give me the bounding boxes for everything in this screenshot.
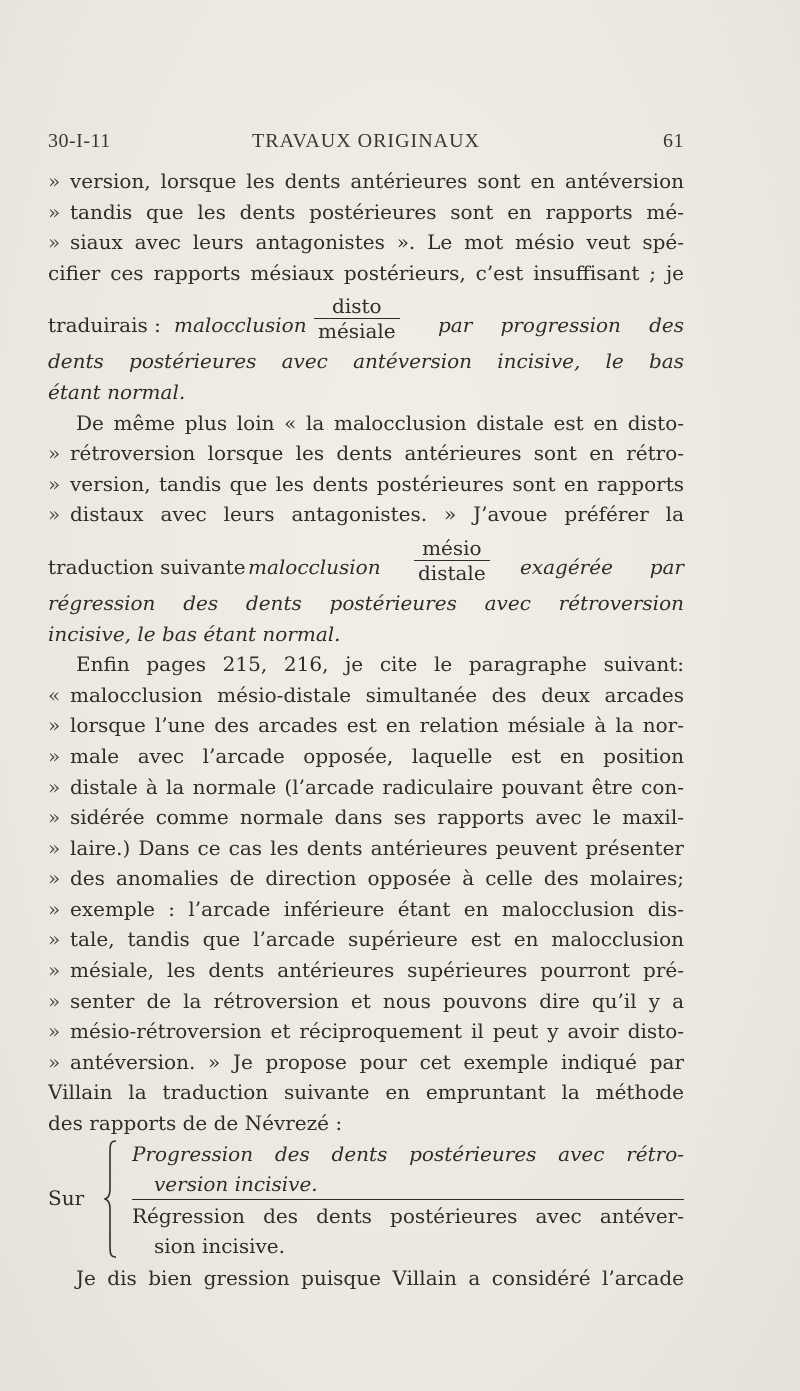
line-text: version incisive. <box>154 1172 318 1197</box>
line-text: mésio-rétroversion et réciproquement il peut y avoir disto- <box>70 1019 684 1044</box>
text-line <box>48 741 684 772</box>
text-line <box>48 346 684 377</box>
line-text: sion incisive. <box>154 1234 285 1259</box>
line-text: des anomalies de direction opposée à celle des molaires; <box>70 866 684 891</box>
text-line <box>132 1169 684 1200</box>
text-line <box>48 802 684 833</box>
text-line <box>132 1231 684 1262</box>
line-text: lorsque l’une des arcades est en relation mésiale à la nor- <box>70 713 684 738</box>
text-line <box>48 894 684 925</box>
fraction-line <box>48 530 684 588</box>
quote-mark: » <box>48 713 61 738</box>
fraction-mesio-distale <box>414 536 490 585</box>
line-text: cifier ces rapports mésiaux postérieurs, c’est insuffisant ; je <box>48 260 684 285</box>
italic-term: par progression des <box>438 313 684 338</box>
italic-term: malocclusion <box>248 554 381 579</box>
quote-mark: » <box>48 502 61 527</box>
text-line <box>48 1047 684 1078</box>
line-text: sidérée comme normale dans ses rapports avec le maxil- <box>70 805 684 830</box>
line-text: male avec l’arcade opposée, laquelle est en position <box>70 743 684 768</box>
text-line <box>48 1263 684 1294</box>
line-text: distaux avec leurs antagonistes. » J’avoue préférer la <box>70 502 684 527</box>
line-text: Villain la traduction suivante en empruntant la méthode <box>48 1080 684 1105</box>
brace-numerator <box>132 1139 684 1200</box>
line-text: antéversion. » Je propose pour cet exemple indiqué par <box>70 1049 684 1074</box>
text-line <box>48 955 684 986</box>
quote-mark: » <box>48 927 61 952</box>
quote-mark: » <box>48 805 61 830</box>
body-text <box>48 166 684 1293</box>
text-line <box>48 408 684 439</box>
line-text: laire.) Dans ce cas les dents antérieures peuvent présenter <box>70 835 684 860</box>
running-header <box>48 130 684 156</box>
text-line <box>48 710 684 741</box>
quote-mark: » <box>48 835 61 860</box>
quote-mark: » <box>48 896 61 921</box>
quote-mark: » <box>48 169 61 193</box>
line-text: distale à la normale (l’arcade radiculaire pouvant être con- <box>70 774 684 799</box>
text-line <box>48 1077 684 1108</box>
fraction-numerator: mésio <box>422 535 482 560</box>
text-line <box>48 1016 684 1047</box>
text-line <box>48 772 684 803</box>
text-line <box>48 924 684 955</box>
text-line <box>48 986 684 1017</box>
line-text: malocclusion mésio-distale simultanée des deux arcades <box>70 682 684 707</box>
quote-mark: » <box>48 1049 61 1074</box>
quote-mark: » <box>48 866 61 891</box>
quote-mark: « <box>48 682 61 707</box>
quote-mark: » <box>48 230 61 255</box>
quote-mark: » <box>48 441 61 466</box>
line-text: version, tandis que les dents postérieures sont en rapports <box>70 471 684 496</box>
fraction-denominator: distale <box>414 560 490 585</box>
text-line <box>48 499 684 530</box>
text-line <box>132 1139 684 1170</box>
quote-mark: » <box>48 774 61 799</box>
text-line <box>48 680 684 711</box>
brace-label: Sur <box>48 1185 85 1210</box>
line-text: Enfin pages 215, 216, je cite le paragraphe suivant: <box>76 652 684 677</box>
text-line <box>132 1201 684 1232</box>
left-brace-icon <box>104 1139 118 1259</box>
line-text: des rapports de de Névrezé : <box>48 1111 343 1136</box>
line-text: Progression des dents postérieures avec rétro- <box>132 1141 684 1166</box>
italic-term: exagérée par <box>520 554 684 579</box>
line-text: version, lorsque les dents antérieures sont en antéversion <box>70 169 684 193</box>
quote-mark: » <box>48 199 61 224</box>
line-text: mésiale, les dents antérieures supérieures pourront pré- <box>70 958 684 983</box>
text-line <box>48 166 684 197</box>
text-line <box>48 227 684 258</box>
text-line <box>48 619 684 650</box>
line-text: Régression des dents postérieures avec antéver- <box>132 1203 684 1228</box>
text-line <box>48 833 684 864</box>
line-text: exemple : l’arcade inférieure étant en malocclusion dis- <box>70 896 684 921</box>
line-text: traduirais : <box>48 313 161 338</box>
line-text: siaux avec leurs antagonistes ». Le mot mésio veut spé- <box>70 230 684 255</box>
fraction-line <box>48 288 684 346</box>
line-text: dents postérieures avec antéversion incisive, le bas <box>48 349 684 374</box>
text-line <box>48 197 684 228</box>
quote-mark: » <box>48 988 61 1013</box>
line-text: incisive, le bas étant normal. <box>48 621 341 646</box>
line-text: rétroversion lorsque les dents antérieures sont en rétro- <box>70 441 684 466</box>
fraction-denominator: mésiale <box>314 318 400 343</box>
fraction-numerator: disto <box>332 294 382 319</box>
brace-formula <box>48 1139 684 1263</box>
line-text: senter de la rétroversion et nous pouvons dire qu’il y a <box>70 988 684 1013</box>
line-text: De même plus loin « la malocclusion distale est en disto- <box>76 410 684 435</box>
quote-mark: » <box>48 1019 61 1044</box>
fraction-bar <box>132 1199 684 1200</box>
line-text: étant normal. <box>48 379 186 404</box>
header-title: TRAVAUX ORIGINAUX <box>252 130 480 152</box>
line-text: tale, tandis que l’arcade supérieure est en malocclusion <box>70 927 684 952</box>
text-line <box>48 438 684 469</box>
line-text: traduction suivante <box>48 554 246 579</box>
fraction-disto-mesiale <box>314 294 400 343</box>
italic-term: malocclusion <box>174 313 307 338</box>
line-text: Je dis bien gression puisque Villain a considéré l’arcade <box>76 1265 684 1290</box>
text-line <box>48 377 684 408</box>
text-line <box>48 1108 684 1139</box>
quote-mark: » <box>48 958 61 983</box>
quote-mark: » <box>48 471 61 496</box>
text-line <box>48 258 684 289</box>
line-text: régression des dents postérieures avec rétroversion <box>48 590 684 615</box>
quote-mark: » <box>48 743 61 768</box>
text-line <box>48 649 684 680</box>
header-date: 30-I-11 <box>48 130 111 152</box>
text-line <box>48 588 684 619</box>
page-number: 61 <box>663 130 684 152</box>
brace-denominator <box>132 1201 684 1262</box>
line-text: tandis que les dents postérieures sont en rapports mé- <box>70 199 684 224</box>
text-line <box>48 469 684 500</box>
text-line <box>48 863 684 894</box>
